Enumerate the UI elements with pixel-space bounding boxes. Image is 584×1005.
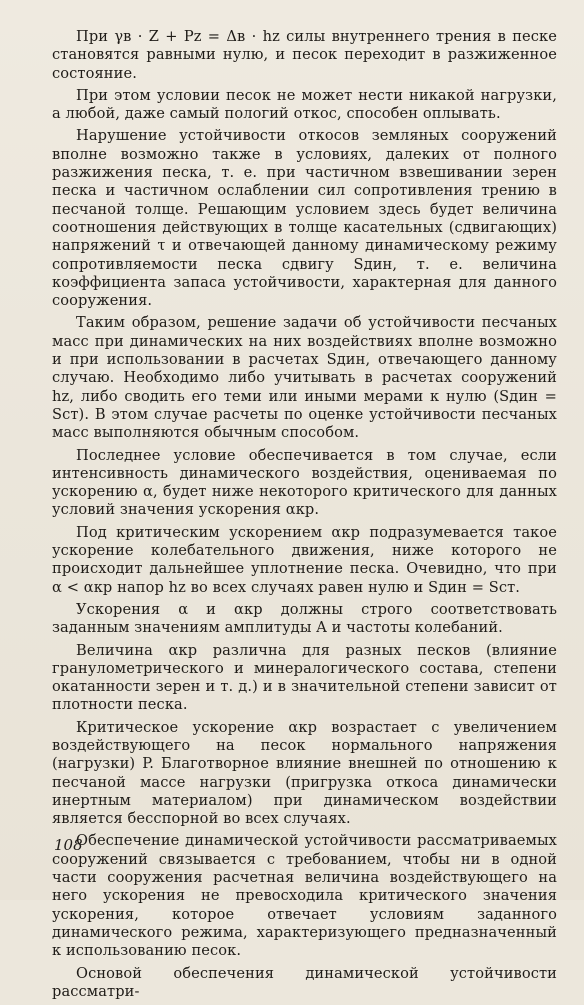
paragraph-3: Нарушение устойчивости откосов земляных сооружений вполне возможно также в условиях, далеких от полного разжижения песка, т. е. при частичном взвешивании зерен песка и частичном ослаблении сил сопротивления трению в песчаной толще. Решающим условием здесь будет величина соотношения действующих в толще касательных (сдвигающих) напряжений τ и отвечающей данному динамическому режиму сопротивляемости песка сдвигу Sдин, т. е. величина коэффициента запаса устойчивости, характерная для данного сооружения. bbox=[52, 127, 557, 310]
paragraph-9: Критическое ускорение αкр возрастает с увеличением воздействующего на песок нормального напряжения (нагрузки) P. Благотворное влияние внешней по отношению к песчаной массе нагрузки (пригрузка откоса динамически инертным материалом) при динамическом воздействии является бесспорной во всех случаях. bbox=[52, 718, 557, 828]
paragraph-1: При γв · Z + Pz = Δв · hz силы внутреннего трения в песке становятся равными нулю, и песок переходит в разжиженное состояние. bbox=[52, 28, 557, 82]
paragraph-4: Таким образом, решение задачи об устойчивости песчаных масс при динамических на них воздействиях вполне возможно и при использовании в расчетах Sдин, отвечающего данному случаю. Необходимо либо учитывать в расчетах сооружений hz, либо сводить его теми или иными мерами к нулю (Sдин = Sст). В этом случае расчеты по оценке устойчивости песчаных масс выполняются обычным способом. bbox=[52, 314, 557, 442]
paragraph-6: Под критическим ускорением αкр подразумевается такое ускорение колебательного движения, ниже которого не происходит дальнейшее уплотнение песка. Очевидно, что при α < αкр напор hz во всех случаях равен нулю и Sдин = Sст. bbox=[52, 523, 557, 596]
body-text bbox=[52, 28, 557, 1005]
paragraph-11: Основой обеспечения динамической устойчивости рассматри- bbox=[52, 964, 557, 1000]
paragraph-5: Последнее условие обеспечивается в том случае, если интенсивность динамического воздействия, оцениваемая по ускорению α, будет ниже некоторого критического для данных условий значения ускорения αкр. bbox=[52, 446, 557, 519]
page-number: 108 bbox=[54, 836, 83, 854]
paragraph-7: Ускорения α и αкр должны строго соответствовать заданным значениям амплитуды A и частоты колебаний. bbox=[52, 600, 557, 637]
paragraph-10: Обеспечение динамической устойчивости рассматриваемых сооружений связывается с требованием, чтобы ни в одной части сооружения расчетная величина воздействующего на него ускорения не превосходила критического значения ускорения, которое отвечает условиям заданного динамического режима, характеризующего предназначенный к использованию песок. bbox=[52, 832, 557, 960]
paragraph-8: Величина αкр различна для разных песков (влияние гранулометрического и минералогического состава, степени окатанности зерен и т. д.) и в значительной степени зависит от плотности песка. bbox=[52, 641, 557, 714]
paragraph-2: При этом условии песок не может нести никакой нагрузки, а любой, даже самый пологий откос, способен оплывать. bbox=[52, 86, 557, 123]
